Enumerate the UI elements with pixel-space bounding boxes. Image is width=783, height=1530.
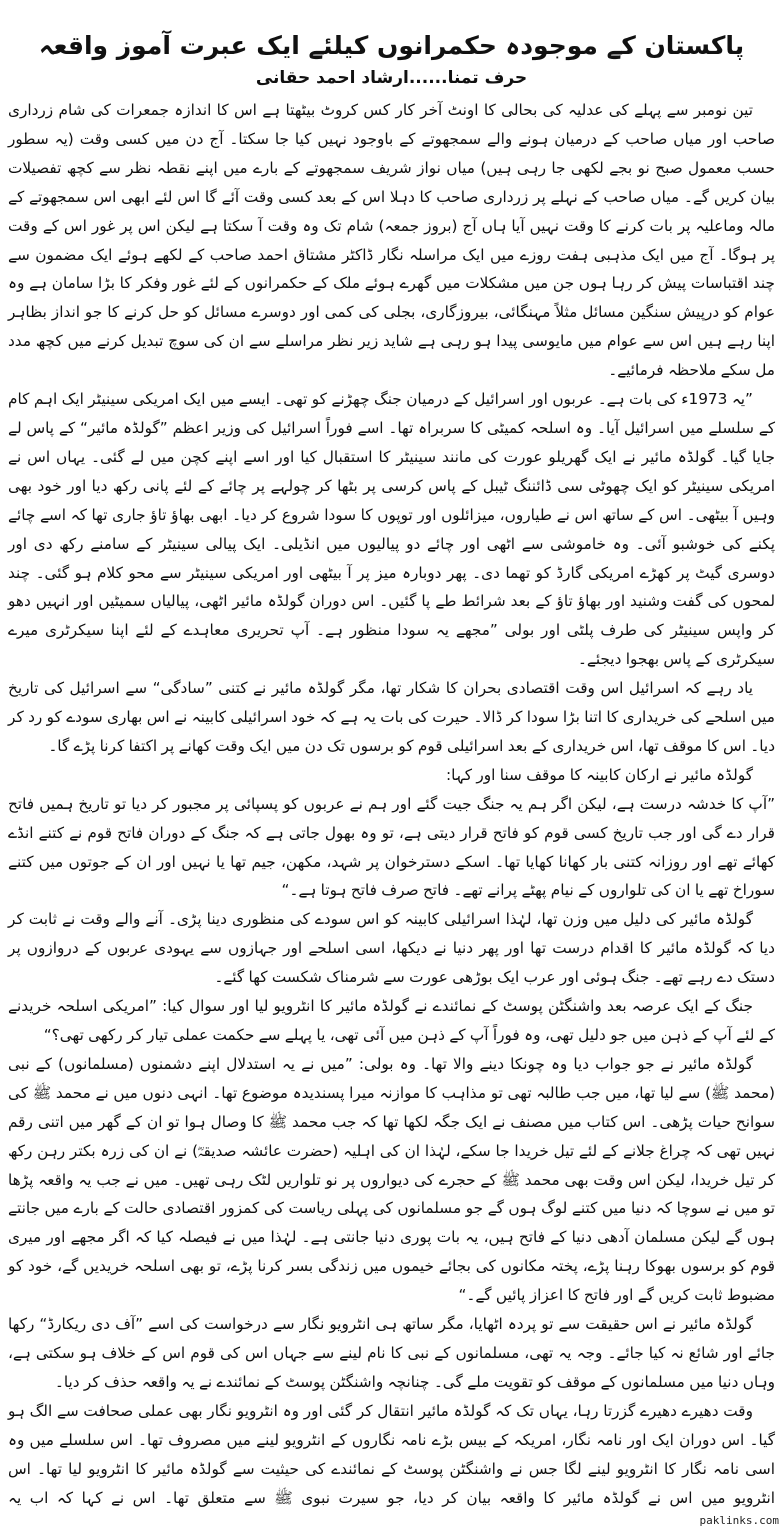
watermark: paklinks.com (699, 1514, 779, 1528)
paragraph: یاد رہے کہ اسرائیل اس وقت اقتصادی بحران کا شکار تھا، مگر گولڈہ مائیر نے کتنی ”سادگی“ سے اسرائیل کی تاریخ میں اسلحے کی خریداری کا اتنا بڑا سودا کر ڈالا۔ حیرت کی بات یہ ہے کہ خود اسرائیلی کابینہ نے اس بھاری سودے کو رد کر دیا۔ اس کا موقف تھا، اس خریداری کے بعد اسرائیلی قوم کو برسوں تک دن میں ایک وقت کھانے پر اکتفا کرنا پڑے گا۔ (8, 679, 775, 755)
paragraph: گولڈہ مائیر کی دلیل میں وزن تھا، لہٰذا اسرائیلی کابینہ کو اس سودے کی منظوری دینا پڑی۔ آنے والے وقت نے ثابت کر دیا کہ گولڈہ مائیر کا اقدام درست تھا اور پھر دنیا نے دیکھا، اسی اسلحے اور جہازوں سے یہودی عربوں کے دروازوں پر دستک دے رہے تھے۔ جنگ ہوئی اور عرب ایک بوڑھی عورت سے شرمناک شکست کھا گئے۔ (8, 910, 775, 987)
article-byline: حرف تمنا......ارشاد احمد حقانی (255, 68, 528, 88)
paragraph: گولڈہ مائیر نے ارکان کابینہ کا موقف سنا اور کہا: (445, 765, 753, 784)
paragraph: وقت دھیرے دھیرے گزرتا رہا، یہاں تک کہ گولڈہ مائیر انتقال کر گئی اور وہ انٹرویو نگار بھی عملی صحافت سے الگ ہو گیا۔ اس دوران ایک اور نامہ نگار، امریکہ کے بیس بڑے نامہ نگاروں کے انٹرویو لینے میں مصروف تھا۔ اس سلسلے میں وہ اسی نامہ نگار کا انٹرویو لینے لگا جس نے واشنگٹن پوسٹ کے نمائندے کی حیثیت سے گولڈہ مائیر کا انٹرویو لیا تھا۔ اس انٹرویو میں اس نے گولڈہ مائیر کا واقعہ بیان کر دیا، جو سیرت نبوی ﷺ سے متعلق تھا۔ اس نے کہا کہ اب یہ (8, 1401, 775, 1507)
paragraph: جنگ کے ایک عرصہ بعد واشنگٹن پوسٹ کے نمائندے نے گولڈہ مائیر کا انٹرویو لیا اور سوال کیا: ”امریکی اسلحہ خریدنے کے لئے آپ کے ذہن میں جو دلیل تھی، وہ فوراً آپ کے ذہن میں آئی تھی، یا پہلے سے حکمت عملی تیار کر رکھی تھی؟“ (8, 997, 775, 1044)
paragraph: گولڈہ مائیر نے اس حقیقت سے تو پردہ اٹھایا، مگر ساتھ ہی انٹرویو نگار سے درخواست کی اسے ”آف دی ریکارڈ“ رکھا جائے اور شائع نہ کیا جائے۔ وجہ یہ تھی، مسلمانوں کے نبی کا نام لینے سے جہاں اس کی قوم اس کے خلاف ہو سکتی ہے، وہاں دنیا میں مسلمانوں کے موقف کو تقویت ملے گی۔ چنانچہ واشنگٹن پوسٹ کے نمائندے نے یہ واقعہ حذف کر دیا۔ (8, 1315, 775, 1391)
paragraph: ”آپ کا خدشہ درست ہے، لیکن اگر ہم یہ جنگ جیت گئے اور ہم نے عربوں کو پسپائی پر مجبور کر دیا تو تاریخ ہمیں فاتح قرار دے گی اور جب تاریخ کسی قوم کو فاتح قرار دیتی ہے، تو وہ بھول جاتی ہے کہ جنگ کے دوران فاتح قوم نے کتنے انڈے کھائے تھے اور روزانہ کتنی بار کھانا کھایا تھا۔ اسکے دسترخوان پر شہد، مکھن، جیم تھا یا نہیں اور ان کے جوتوں میں کتنے سوراخ تھے یا ان کی تلواروں کے نیام پھٹے پرانے تھے۔ فاتح صرف فاتح ہوتا ہے۔“ (8, 794, 775, 900)
paragraph: گولڈہ مائیر نے جو جواب دیا وہ چونکا دینے والا تھا۔ وہ بولی: ”میں نے یہ استدلال اپنے دشمنوں (مسلمانوں) کے نبی (محمد ﷺ) سے لیا تھا، میں جب طالبہ تھی تو مذاہب کا موازنہ میرا پسندیدہ موضوع تھا۔ انہی دنوں میں نے محمد ﷺ کی سوانح حیات پڑھی۔ اس کتاب میں مصنف نے ایک جگہ لکھا تھا کہ جب محمد ﷺ کا وصال ہوا تو ان کے گھر میں اتنی رقم نہیں تھی کہ چراغ جلانے کے لئے تیل خریدا جا سکے، لہٰذا ان کی اہلیہ (حضرت عائشہ صدیقہؓ) نے ان کی زرہ بکتر رہن رکھ کر تیل خریدا، لیکن اس وقت بھی محمد ﷺ کے حجرے کی دیواروں پر نو تلواریں لٹک رہی تھیں۔ میں نے جب یہ واقعہ پڑھا تو میں نے سوچا کہ دنیا میں کتنے لوگ ہوں گے جو مسلمانوں کی پہلی ریاست کی کمزور اقتصادی حالت کے بارے میں جانتے ہوں گے لیکن مسلمان آدھی دنیا کے فاتح ہیں، یہ بات پوری دنیا جانتی ہے۔ لہٰذا میں نے فیصلہ کیا کہ اگر مجھے اور میری قوم کو برسوں بھوکا رہنا پڑے، پختہ مکانوں کی بجائے خیموں میں زندگی بسر کرنا پڑے، تو بھی اسلحہ خریدیں گے، خود کو مضبوط ثابت کریں گے اور فاتح کا اعزاز پائیں گے۔“ (8, 1054, 775, 1305)
paragraph: تین نومبر سے پہلے کی عدلیہ کی بحالی کا اونٹ آخر کار کس کروٹ بیٹھتا ہے اس کا اندازہ جمعرات کی شام زرداری صاحب اور میاں صاحب کے درمیان ہونے والے سمجھوتے کے باوجود نہیں کیا جا سکتا۔ آج دن میں کسی وقت (یہ سطور حسب معمول صبح نو بجے لکھی جا رہی ہیں) میاں نواز شریف سمجھوتے کے بارے میں اپنے نقطہ نظر سے کچھ تفصیلات بیان کریں گے۔ میاں صاحب کے نہلے پر زرداری صاحب کا دہلا اس کے بعد کسی وقت آئے گا اس لئے ابھی اس سمجھوتے کے مالہ وماعلیہ پر بات کرنے کا وقت نہیں آیا ہاں آج (بروز جمعہ) شام تک وہ وقت آ سکتا ہے لیکن اس پر غور اس کے وقت پر ہوگا۔ آج میں ایک مذہبی ہفت روزے میں ایک مراسلہ نگار ڈاکٹر مشتاق احمد صاحب کے لکھے ہوئے ایک مضمون سے چند اقتباسات پیش کر رہا ہوں جن میں مشکلات میں گھرے ہوئے ملک کے حکمرانوں کے لئے غور وفکر کا بڑا سامان ہے وہ عوام کو درپیش سنگین مسائل مثلاً مہنگائی، بیروزگاری، بجلی کی کمی اور دوسرے مسائل کو حل کرنے کا جو انداز بظاہر اپنا رہے ہیں اس سے عوام میں مایوسی پیدا ہو رہی ہے شاید زیر نظر مراسلے سے ان کی سوچ تبدیل کرنے میں کچھ مدد مل سکے ملاحظہ فرمائیے۔ (8, 101, 775, 380)
article-title: پاکستان کے موجودہ حکمرانوں کیلئے ایک عبرت آموز واقعہ (38, 31, 745, 60)
paragraph: ”یہ 1973ء کی بات ہے۔ عربوں اور اسرائیل کے درمیان جنگ چھڑنے کو تھی۔ ایسے میں ایک امریکی سینیٹر ایک اہم کام کے سلسلے میں اسرائیل آیا۔ وہ اسلحہ کمیٹی کا سربراہ تھا۔ اسے فوراً اسرائیل کی وزیر اعظم ”گولڈہ مائیر“ کے پاس لے جایا گیا۔ گولڈہ مائیر نے ایک گھریلو عورت کی مانند سینیٹر کا استقبال کیا اور اسے اپنے کچن میں لے گئی۔ یہاں اس نے امریکی سینیٹر کو ایک چھوٹی سی ڈائننگ ٹیبل کے پاس کرسی پر بٹھا کر چولہے پر چائے کے لئے پانی رکھ دیا اور خود بھی وہیں آ بیٹھی۔ اس کے ساتھ اس نے طیاروں، میزائلوں اور توپوں کا سودا شروع کر دیا۔ ابھی بھاؤ تاؤ جاری تھا کہ اسے چائے پکنے کی خوشبو آئی۔ وہ خاموشی سے اٹھی اور چائے دو پیالیوں میں انڈیلی۔ ایک پیالی سینیٹر کے سامنے رکھ دی اور دوسری گیٹ پر کھڑے امریکی گارڈ کو تھما دی۔ پھر دوبارہ میز پر آ بیٹھی اور امریکی سینیٹر سے محو کلام ہو گئی۔ چند لمحوں کی گفت وشنید اور بھاؤ تاؤ کے بعد شرائط طے پا گئیں۔ اس دوران گولڈہ مائیر اٹھی، پیالیاں سمیٹیں اور انہیں دھو کر واپس سینیٹر کی طرف پلٹی اور بولی ”مجھے یہ سودا منظور ہے۔ آپ تحریری معاہدے کے لئے اپنا سیکرٹری میرے سیکرٹری کے پاس بھجوا دیجئے۔ (8, 390, 775, 669)
